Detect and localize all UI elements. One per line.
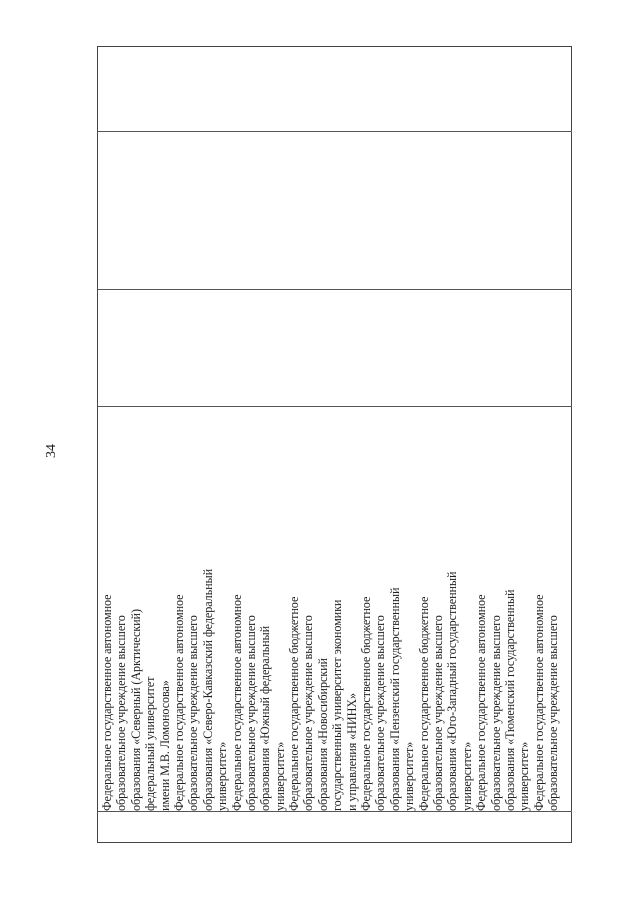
institution-text-line: образовательное учреждение высшего [301,615,316,811]
institution-text-line: университет» [459,741,474,811]
institution-text-line: Федеральное государственное бюджетное [416,596,431,811]
institution-text-line: Федеральное государственное автономное [171,594,186,811]
institutions-cell [100,406,570,811]
institution-text-line: Федеральное государственное бюджетное [359,596,374,811]
institution-text-line: Федеральное государственное автономное [531,594,546,811]
row-divider-1 [97,131,572,132]
institution-text-line: образовательное учреждение высшего [243,615,258,811]
institution-text-line: образовательное учреждение высшего [186,615,201,811]
institution-text-line: образовательное учреждение высшего [546,615,561,811]
institution-text-line: образования «Пензенский государственный [387,587,402,811]
institution-text-line: образовательное учреждение высшего [488,615,503,811]
institution-text-line: образования «Северный (Арктический) [128,609,143,811]
institution-text-line: университет» [517,741,532,811]
row-divider-4 [97,811,572,812]
institutions-list [100,406,570,811]
institution-text-line: государственный университет экономики [330,599,345,811]
institution-text-line: образования «Южный федеральный [258,625,273,811]
institution-text-line: Федеральное государственное автономное [474,594,489,811]
institution-text-line: имени М.В. Ломоносова» [157,680,172,811]
institution-text-line: образовательное учреждение высшего [373,615,388,811]
institution-text-line: Федеральное государственное бюджетное [287,596,302,811]
row-divider-2 [97,289,572,290]
institution-text-line: Федеральное государственное автономное [229,594,244,811]
institution-text-line: университет» [402,741,417,811]
institution-text-line: образования «Тюменский государственный [502,589,517,811]
institution-text-line: образовательное учреждение высшего [114,615,129,811]
institution-text-line: федеральный университет [143,676,158,811]
institution-text-line: и управления «НИНХ» [344,693,359,811]
institution-text-line: образования «Юго-Западный государственный [445,571,460,811]
institution-text-line: университет» [215,741,230,811]
page-number: 34 [44,444,59,458]
institution-text-line: университет» [272,741,287,811]
institution-text-line: образования «Новосибирский [315,658,330,811]
institution-text-line: образования «Северо-Кавказский федеральный [200,568,215,811]
institution-text-line: образовательное учреждение высшего [430,615,445,811]
institution-text-line: Федеральное государственное автономное [100,594,114,811]
